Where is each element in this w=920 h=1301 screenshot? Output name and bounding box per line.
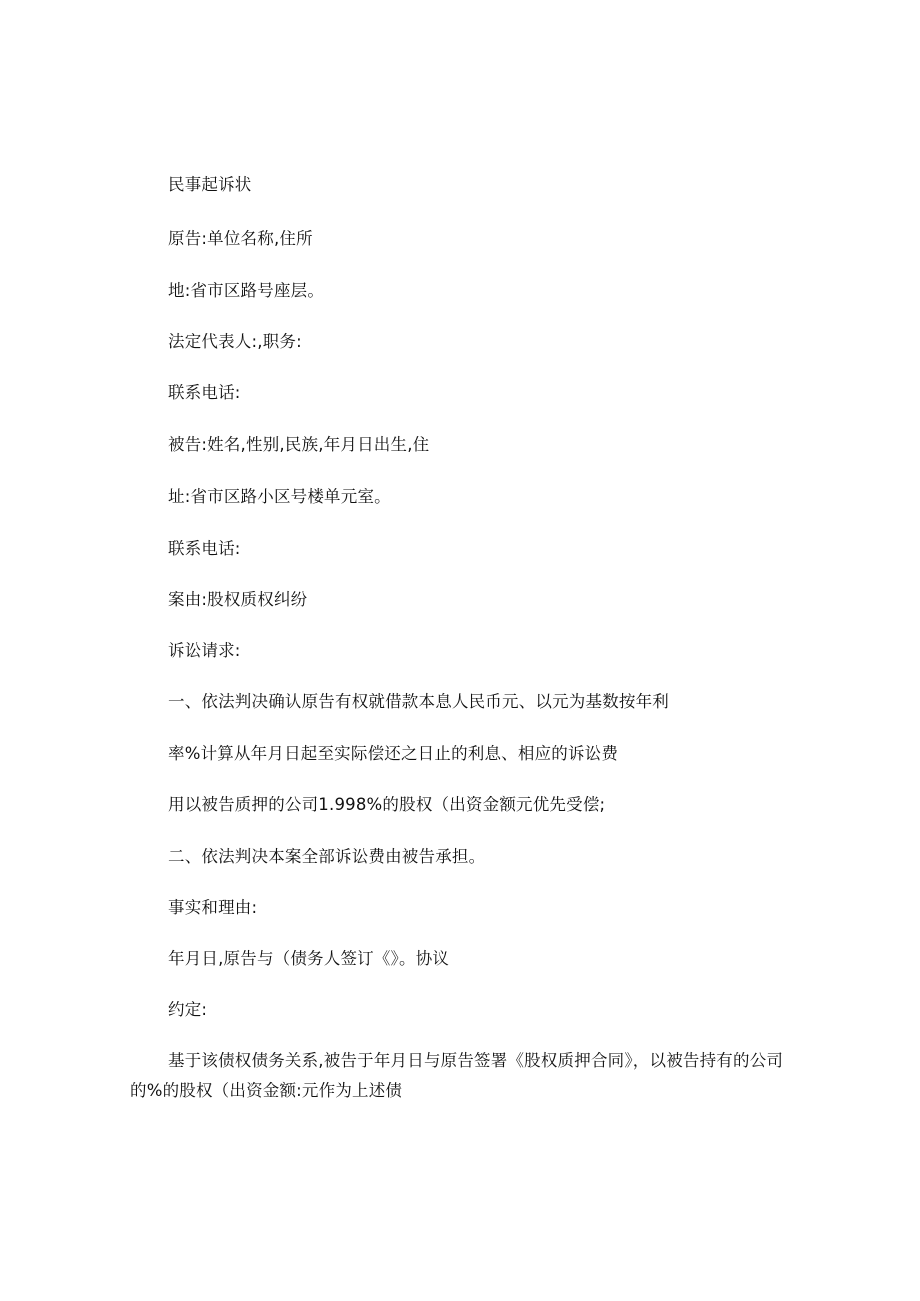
cause-of-action-line: 案由:股权质权纠纷 [168,590,308,609]
plaintiff-phone-line: 联系电话: [168,383,241,402]
facts-paragraph: 基于该债权债务关系,被告于年月日与原告签署《股权质押合同》，以被告持有的公司的%的股权（出资金额:元作为上述债 [130,1051,784,1100]
document-title: 民事起诉状 [168,175,252,194]
defendant-phone-line: 联系电话: [168,539,241,558]
claims-heading: 诉讼请求: [168,641,241,660]
defendant-address-line: 址:省市区路小区号楼单元室。 [168,487,391,506]
claim-two-line: 二、依法判决本案全部诉讼费由被告承担。 [168,847,486,866]
plaintiff-line: 原告:单位名称,住所 [168,229,313,248]
facts-heading: 事实和理由: [168,898,258,917]
claim-one-line-2: 率%计算从年月日起至实际偿还之日止的利息、相应的诉讼费 [168,744,619,763]
plaintiff-address-line: 地:省市区路号座层。 [168,281,325,300]
legal-representative-line: 法定代表人:,职务: [168,332,302,351]
facts-line-1: 年月日,原告与（债务人签订《》。协议 [168,949,450,968]
facts-line-2: 约定: [168,1000,208,1019]
claim-one-line-3: 用以被告质押的公司1.998%的股权（出资金额元优先受偿; [168,795,606,814]
claim-one-line-1: 一、依法判决确认原告有权就借款本息人民币元、以元为基数按年利 [168,692,669,711]
defendant-line: 被告:姓名,性别,民族,年月日出生,住 [168,435,430,454]
